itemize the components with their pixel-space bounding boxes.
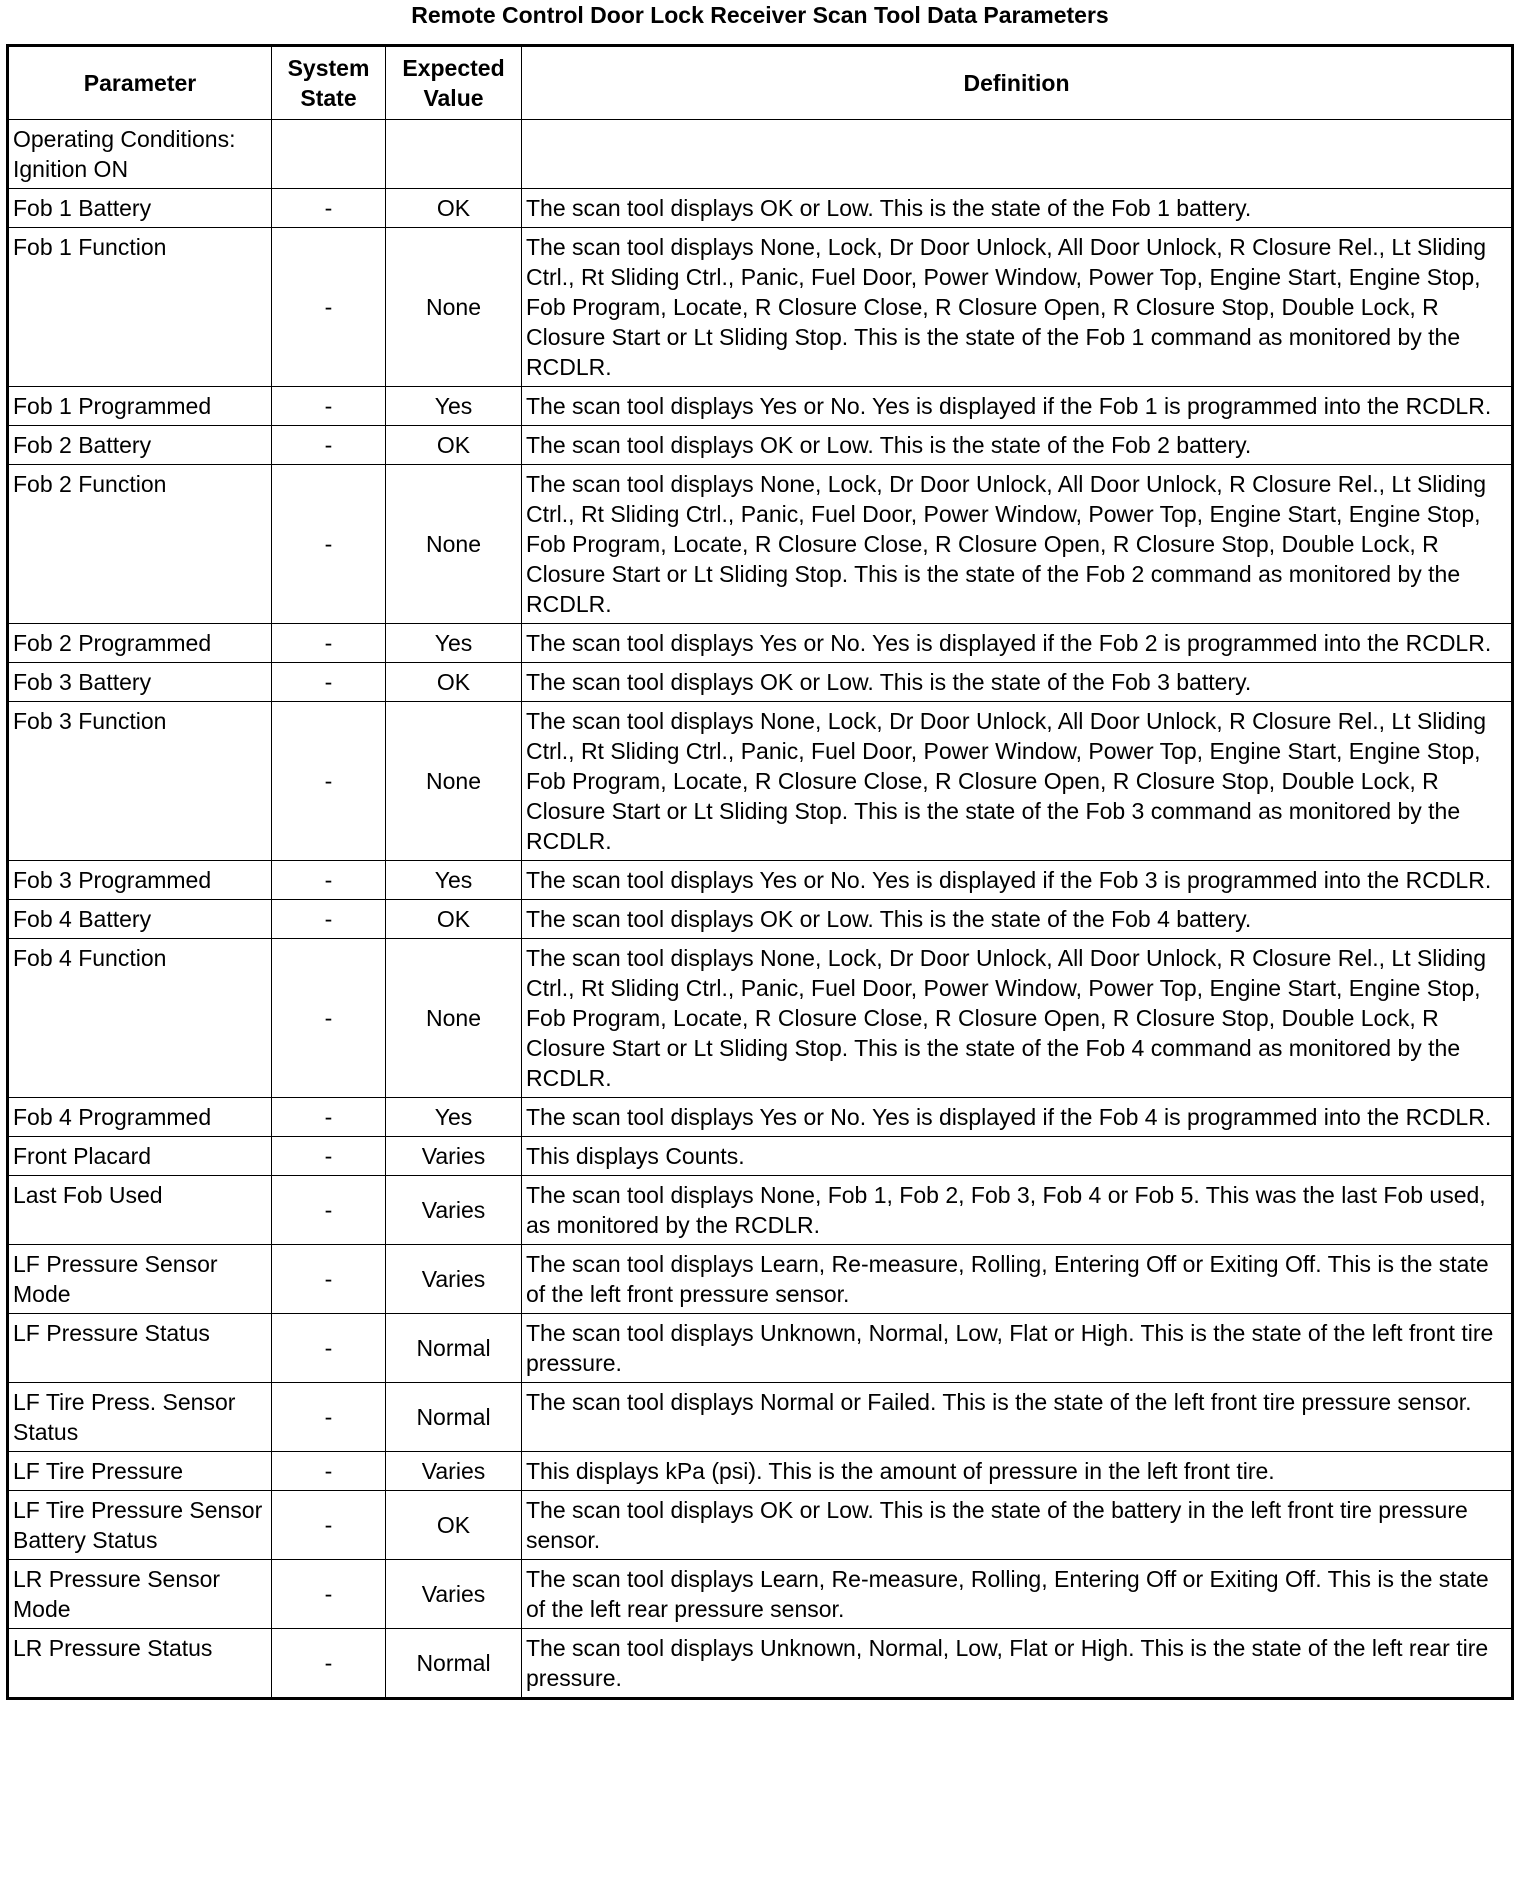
parameter-cell: LF Tire Press. Sensor Status [8,1383,272,1452]
system-state-cell: - [272,1452,386,1491]
parameter-cell: LR Pressure Status [8,1629,272,1699]
table-row [8,861,1513,900]
table-row [8,900,1513,939]
definition-cell: The scan tool displays None, Lock, Dr Door Unlock, All Door Unlock, R Closure Rel., Lt Sliding Ctrl., Rt Sliding Ctrl., Panic, Fuel Door, Power Window, Power Top, Engine Start, Engine Stop, Fob Program, Locate, R Closure Close, R Closure Open, R Closure Stop, Double Lock, R Closure Start or Lt Sliding Stop. This is the state of the Fob 1 command as monitored by the RCDLR. [522,228,1513,387]
system-state-cell: - [272,387,386,426]
table-row [8,387,1513,426]
parameter-cell: LF Tire Pressure Sensor Battery Status [8,1491,272,1560]
system-state-cell: - [272,1098,386,1137]
expected-value-cell: Yes [386,387,522,426]
table-row [8,702,1513,861]
parameter-cell: Fob 1 Programmed [8,387,272,426]
expected-value-cell: OK [386,663,522,702]
definition-cell: The scan tool displays None, Fob 1, Fob 2, Fob 3, Fob 4 or Fob 5. This was the last Fob used, as monitored by the RCDLR. [522,1176,1513,1245]
expected-value-cell: Yes [386,624,522,663]
expected-value-cell: Normal [386,1629,522,1699]
expected-value-cell: Yes [386,1098,522,1137]
system-state-cell: - [272,1176,386,1245]
definition-cell: The scan tool displays Unknown, Normal, Low, Flat or High. This is the state of the left rear tire pressure. [522,1629,1513,1699]
parameter-cell: Fob 4 Function [8,939,272,1098]
table-row [8,228,1513,387]
system-state-cell: - [272,465,386,624]
table-row [8,1560,1513,1629]
definition-cell: The scan tool displays Yes or No. Yes is displayed if the Fob 3 is programmed into the RCDLR. [522,861,1513,900]
expected-value-cell: None [386,702,522,861]
system-state-cell: - [272,1245,386,1314]
table-row [8,1314,1513,1383]
system-state-cell: - [272,228,386,387]
system-state-cell: - [272,1314,386,1383]
parameter-cell: Fob 2 Function [8,465,272,624]
expected-value-cell: None [386,228,522,387]
definition-cell: This displays Counts. [522,1137,1513,1176]
header-definition: Definition [522,46,1513,120]
table-row [8,1098,1513,1137]
definition-cell: The scan tool displays None, Lock, Dr Door Unlock, All Door Unlock, R Closure Rel., Lt Sliding Ctrl., Rt Sliding Ctrl., Panic, Fuel Door, Power Window, Power Top, Engine Start, Engine Stop, Fob Program, Locate, R Closure Close, R Closure Open, R Closure Stop, Double Lock, R Closure Start or Lt Sliding Stop. This is the state of the Fob 2 command as monitored by the RCDLR. [522,465,1513,624]
definition-cell: The scan tool displays Learn, Re-measure, Rolling, Entering Off or Exiting Off. This is the state of the left rear pressure sensor. [522,1560,1513,1629]
expected-value-cell: OK [386,900,522,939]
expected-value-cell: None [386,465,522,624]
table-row [8,663,1513,702]
parameter-cell: LF Pressure Sensor Mode [8,1245,272,1314]
parameter-cell: Fob 1 Function [8,228,272,387]
table-row [8,624,1513,663]
system-state-cell: - [272,1383,386,1452]
system-state-cell: - [272,624,386,663]
table-row [8,465,1513,624]
table-row [8,1245,1513,1314]
definition-cell: The scan tool displays Learn, Re-measure, Rolling, Entering Off or Exiting Off. This is the state of the left front pressure sensor. [522,1245,1513,1314]
table-row [8,426,1513,465]
header-system-state: System State [272,46,386,120]
header-row [8,46,1513,120]
definition-cell: The scan tool displays None, Lock, Dr Door Unlock, All Door Unlock, R Closure Rel., Lt Sliding Ctrl., Rt Sliding Ctrl., Panic, Fuel Door, Power Window, Power Top, Engine Start, Engine Stop, Fob Program, Locate, R Closure Close, R Closure Open, R Closure Stop, Double Lock, R Closure Start or Lt Sliding Stop. This is the state of the Fob 3 command as monitored by the RCDLR. [522,702,1513,861]
condition-system-state [272,120,386,189]
expected-value-cell: Varies [386,1245,522,1314]
parameter-cell: Fob 2 Programmed [8,624,272,663]
operating-conditions: Operating Conditions: Ignition ON [8,120,272,189]
table-row [8,1176,1513,1245]
definition-cell: This displays kPa (psi). This is the amount of pressure in the left front tire. [522,1452,1513,1491]
parameters-table [6,44,1514,1700]
parameter-cell: LF Pressure Status [8,1314,272,1383]
expected-value-cell: Varies [386,1176,522,1245]
parameter-cell: Fob 3 Programmed [8,861,272,900]
system-state-cell: - [272,1629,386,1699]
table-row [8,1383,1513,1452]
table-row [8,1491,1513,1560]
page-title: Remote Control Door Lock Receiver Scan Tool Data Parameters [411,2,1109,28]
condition-expected-value [386,120,522,189]
expected-value-cell: Normal [386,1383,522,1452]
parameter-cell: Fob 1 Battery [8,189,272,228]
expected-value-cell: None [386,939,522,1098]
parameter-cell: Fob 3 Battery [8,663,272,702]
parameter-cell: LF Tire Pressure [8,1452,272,1491]
definition-cell: The scan tool displays OK or Low. This is the state of the Fob 3 battery. [522,663,1513,702]
parameter-cell: Fob 4 Battery [8,900,272,939]
table-row [8,1629,1513,1699]
system-state-cell: - [272,1491,386,1560]
definition-cell: The scan tool displays OK or Low. This is the state of the battery in the left front tire pressure sensor. [522,1491,1513,1560]
table-row [8,939,1513,1098]
parameter-cell: Front Placard [8,1137,272,1176]
expected-value-cell: OK [386,189,522,228]
definition-cell: The scan tool displays Unknown, Normal, Low, Flat or High. This is the state of the left front tire pressure. [522,1314,1513,1383]
definition-cell: The scan tool displays None, Lock, Dr Door Unlock, All Door Unlock, R Closure Rel., Lt Sliding Ctrl., Rt Sliding Ctrl., Panic, Fuel Door, Power Window, Power Top, Engine Start, Engine Stop, Fob Program, Locate, R Closure Close, R Closure Open, R Closure Stop, Double Lock, R Closure Start or Lt Sliding Stop. This is the state of the Fob 4 command as monitored by the RCDLR. [522,939,1513,1098]
parameter-cell: Fob 3 Function [8,702,272,861]
expected-value-cell: OK [386,1491,522,1560]
expected-value-cell: Varies [386,1137,522,1176]
definition-cell: The scan tool displays Yes or No. Yes is displayed if the Fob 4 is programmed into the RCDLR. [522,1098,1513,1137]
expected-value-cell: Normal [386,1314,522,1383]
system-state-cell: - [272,939,386,1098]
system-state-cell: - [272,189,386,228]
system-state-cell: - [272,1560,386,1629]
table-row [8,1137,1513,1176]
parameter-cell: Fob 2 Battery [8,426,272,465]
table-row [8,1452,1513,1491]
system-state-cell: - [272,900,386,939]
expected-value-cell: Varies [386,1452,522,1491]
system-state-cell: - [272,702,386,861]
expected-value-cell: OK [386,426,522,465]
system-state-cell: - [272,663,386,702]
header-expected-value: Expected Value [386,46,522,120]
definition-cell: The scan tool displays OK or Low. This is the state of the Fob 4 battery. [522,900,1513,939]
definition-cell: The scan tool displays OK or Low. This is the state of the Fob 2 battery. [522,426,1513,465]
condition-row [8,120,1513,189]
header-parameter: Parameter [8,46,272,120]
definition-cell: The scan tool displays Yes or No. Yes is displayed if the Fob 2 is programmed into the RCDLR. [522,624,1513,663]
condition-definition [522,120,1513,189]
system-state-cell: - [272,426,386,465]
definition-cell: The scan tool displays OK or Low. This is the state of the Fob 1 battery. [522,189,1513,228]
parameter-cell: Last Fob Used [8,1176,272,1245]
table-row [8,189,1513,228]
parameter-cell: LR Pressure Sensor Mode [8,1560,272,1629]
expected-value-cell: Yes [386,861,522,900]
expected-value-cell: Varies [386,1560,522,1629]
definition-cell: The scan tool displays Yes or No. Yes is displayed if the Fob 1 is programmed into the RCDLR. [522,387,1513,426]
system-state-cell: - [272,861,386,900]
definition-cell: The scan tool displays Normal or Failed. This is the state of the left front tire pressure sensor. [522,1383,1513,1452]
system-state-cell: - [272,1137,386,1176]
parameter-cell: Fob 4 Programmed [8,1098,272,1137]
